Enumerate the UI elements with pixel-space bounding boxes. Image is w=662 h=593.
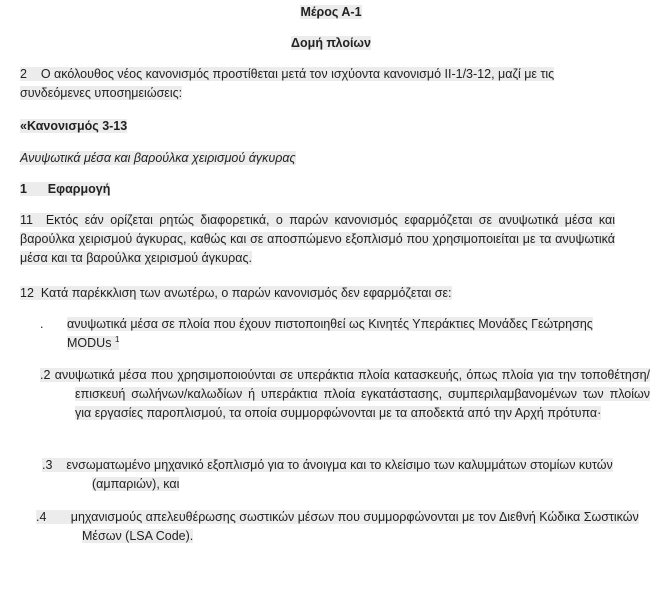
list-item [36, 508, 662, 546]
list-item-marker: .2 [40, 368, 51, 382]
list-item [51, 315, 637, 353]
para-12-number: 12 [20, 286, 34, 300]
paragraph-11 [20, 211, 615, 268]
list-item-marker: . [40, 317, 44, 331]
list-item-text: ανυψωτικά μέσα που χρησιμοποιούνται σε υπεράκτια πλοία κατασκευής, όπως πλοία για την τοποθέτηση/επισκευή σωλήνων/καλωδίων ή υπεράκτια πλοία εγκατάστασης, συμπεριλαμβανομένων των πλοίων για εργασίες παροπλισμού, τα οποία συμμορφώνονται με τα αποδεκτά από την Αρχή πρότυπα· [54, 368, 650, 420]
list-item-text: μηχανισμούς απελευθέρωσης σωστικών μέσων που συμμορφώνονται με τον Διεθνή Κώδικα Σωστικών Μέσων (LSA Code). [70, 510, 639, 543]
section-number: 1 [20, 182, 27, 196]
part-title: Μέρος Α-1 [300, 5, 362, 19]
footnote-marker: 1 [114, 334, 120, 344]
section-subtitle: Δομή πλοίων [291, 36, 371, 50]
list-item-marker: .3 [42, 458, 53, 472]
list-item [42, 456, 652, 494]
paragraph-12 [20, 284, 620, 303]
list-item-marker: .4 [36, 510, 47, 524]
list-item-text: ενσωματωμένο μηχανικό εξοπλισμό για το άνοιγμα και το κλείσιμο των καλυμμάτων στομίων κυτών (αμπαριών), και [66, 458, 613, 491]
intro-paragraph [20, 65, 620, 103]
regulation-title: «Κανονισμός 3-13 [20, 119, 128, 133]
section-title: Εφαρμογή [47, 182, 111, 196]
section-heading [20, 180, 110, 199]
regulation-heading: Ανυψωτικά μέσα και βαρούλκα χειρισμού άγκυρας [20, 151, 296, 165]
list-item-text: ανυψωτικά μέσα σε πλοία που έχουν πιστοποιηθεί ως Κινητές Υπεράκτιες Μονάδες Γεώτρησης MODUs [67, 317, 593, 350]
intro-text: Ο ακόλουθος νέος κανονισμός προστίθεται μετά τον ισχύοντα κανονισμό II-1/3-12, μαζί με τις συνδεόμενες υποσημειώσεις: [20, 67, 555, 100]
intro-number: 2 [20, 67, 27, 81]
para-12-text: Κατά παρέκκλιση των ανωτέρω, ο παρών κανονισμός δεν εφαρμόζεται σε: [40, 286, 452, 300]
list-item [40, 366, 650, 423]
para-11-number: 11 [20, 213, 33, 227]
para-11-text: Εκτός εάν ορίζεται ρητώς διαφορετικά, ο παρών κανονισμός εφαρμόζεται σε ανυψωτικά μέσα και βαρούλκα χειρισμού άγκυρας, καθώς και σε αποσπώμενο εξοπλισμό που χρησιμοποιείται με τα ανυψωτικά μέσα και τα βαρούλκα χειρισμού άγκυρας. [20, 213, 615, 265]
